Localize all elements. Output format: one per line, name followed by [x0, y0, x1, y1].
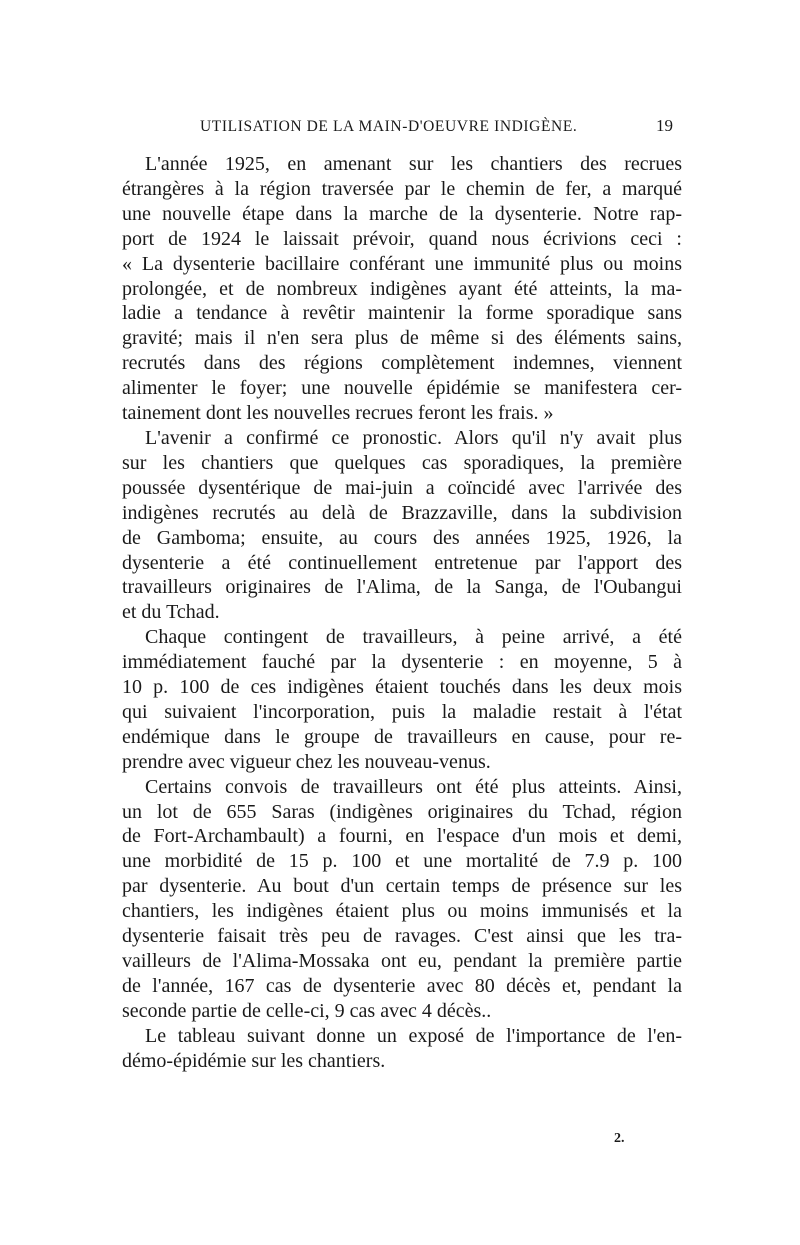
text-line: gravité; mais il n'en sera plus de même si des éléments sains,	[122, 327, 682, 350]
text-line: travailleurs originaires de l'Alima, de la Sanga, de l'Oubangui	[122, 576, 682, 599]
text-line: qui suivaient l'incorporation, puis la maladie restait à l'état	[122, 700, 682, 723]
text-line: démo-épidémie sur les chantiers.	[122, 1049, 386, 1072]
text-line: un lot de 655 Saras (indigènes originaires du Tchad, région	[122, 800, 682, 823]
text-line: chantiers, les indigènes étaient plus ou moins immunisés et la	[122, 900, 682, 923]
text-line: de l'année, 167 cas de dysenterie avec 80 décès et, pendant la	[122, 974, 682, 997]
text-line: tainement dont les nouvelles recrues feront les frais. »	[122, 402, 554, 425]
body-text	[122, 152, 682, 1074]
text-line: L'avenir a confirmé ce pronostic. Alors qu'il n'y avait plus	[145, 426, 682, 449]
text-line: prendre avec vigueur chez les nouveau-venus.	[122, 750, 491, 773]
text-line: prolongée, et de nombreux indigènes ayant été atteints, la ma-	[122, 277, 682, 300]
page-number: 19	[656, 116, 673, 135]
text-line: de Fort-Archambault) a fourni, en l'espace d'un mois et demi,	[122, 825, 682, 848]
text-line: Certains convois de travailleurs ont été plus atteints. Ainsi,	[145, 775, 682, 798]
text-line: port de 1924 le laissait prévoir, quand nous écrivions ceci :	[122, 227, 682, 250]
text-line: 10 p. 100 de ces indigènes étaient touchés dans les deux mois	[122, 676, 682, 699]
text-line: une morbidité de 15 p. 100 et une mortalité de 7.9 p. 100	[122, 850, 682, 873]
text-line: seconde partie de celle-ci, 9 cas avec 4 décès..	[122, 999, 492, 1022]
text-line: dysenterie a été continuellement entretenue par l'apport des	[122, 551, 682, 574]
text-line: sur les chantiers que quelques cas sporadiques, la première	[122, 451, 682, 474]
text-line: L'année 1925, en amenant sur les chantiers des recrues	[145, 153, 682, 175]
signature-mark: 2.	[614, 1131, 625, 1146]
text-line: ladie a tendance à revêtir maintenir la forme sporadique sans	[122, 302, 682, 325]
text-line: et du Tchad.	[122, 601, 220, 624]
text-line: Chaque contingent de travailleurs, à peine arrivé, a été	[145, 626, 682, 649]
running-title: UTILISATION DE LA MAIN-D'OEUVRE INDIGÈNE.	[200, 118, 578, 135]
text-line: endémique dans le groupe de travailleurs en cause, pour re-	[122, 725, 682, 748]
text-line: de Gamboma; ensuite, au cours des années 1925, 1926, la	[122, 526, 682, 549]
text-line: alimenter le foyer; une nouvelle épidémie se manifestera cer-	[122, 377, 682, 400]
text-line: Le tableau suivant donne un exposé de l'importance de l'en-	[145, 1024, 682, 1047]
text-line: indigènes recrutés au delà de Brazzaville, dans la subdivision	[122, 501, 682, 524]
text-line: recrutés dans des régions complètement indemnes, viennent	[122, 352, 682, 375]
text-line: immédiatement fauché par la dysenterie : en moyenne, 5 à	[122, 651, 682, 674]
text-line: étrangères à la région traversée par le chemin de fer, a marqué	[122, 177, 682, 200]
text-line: une nouvelle étape dans la marche de la dysenterie. Notre rap-	[122, 202, 682, 225]
text-line: poussée dysentérique de mai-juin a coïncidé avec l'arrivée des	[122, 476, 682, 499]
text-line: par dysenterie. Au bout d'un certain temps de présence sur les	[122, 875, 682, 898]
text-line: vailleurs de l'Alima-Mossaka ont eu, pendant la première partie	[122, 950, 682, 972]
text-line: dysenterie faisait très peu de ravages. C'est ainsi que les tra-	[122, 925, 682, 948]
text-line: « La dysenterie bacillaire conférant une immunité plus ou moins	[122, 252, 682, 275]
